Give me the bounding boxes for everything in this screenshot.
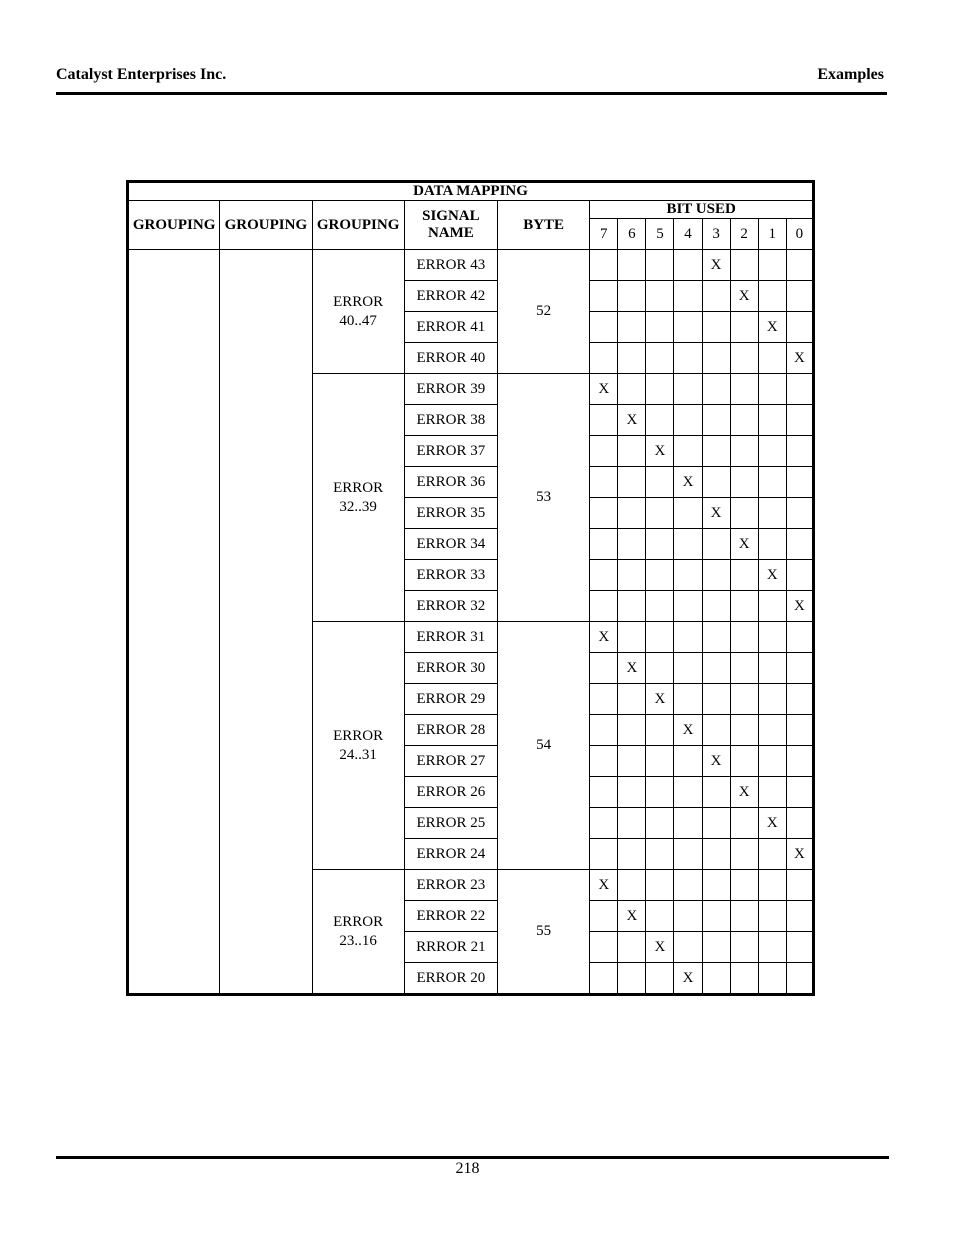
bit-cell-6: [618, 746, 646, 777]
bit-cell-3: X: [702, 498, 730, 529]
bit-cell-2: [730, 808, 758, 839]
bit-cell-4: [674, 932, 702, 963]
bit-cell-2: [730, 312, 758, 343]
bit-cell-7: [590, 653, 618, 684]
bit-cell-1: [758, 498, 786, 529]
bit-cell-4: [674, 405, 702, 436]
bit-cell-0: [786, 808, 813, 839]
bit-cell-0: [786, 963, 813, 995]
signal-name-cell: ERROR 23: [404, 870, 497, 901]
byte-cell: 52: [498, 250, 590, 374]
bit-cell-2: [730, 591, 758, 622]
signal-name-cell: ERROR 30: [404, 653, 497, 684]
bit-cell-1: [758, 839, 786, 870]
bit-cell-6: [618, 870, 646, 901]
table-title: DATA MAPPING: [128, 182, 814, 201]
header-rule: [56, 92, 887, 95]
signal-name-cell: ERROR 36: [404, 467, 497, 498]
section-title: Examples: [817, 66, 884, 83]
bit-cell-4: X: [674, 715, 702, 746]
bit-cell-7: [590, 529, 618, 560]
signal-name-cell: ERROR 33: [404, 560, 497, 591]
bit-cell-1: [758, 467, 786, 498]
signal-name-cell: ERROR 31: [404, 622, 497, 653]
signal-name-cell: ERROR 43: [404, 250, 497, 281]
bit-cell-1: [758, 715, 786, 746]
bit-cell-5: [646, 560, 674, 591]
bit-cell-5: [646, 746, 674, 777]
bit-cell-7: [590, 746, 618, 777]
bit-cell-0: [786, 932, 813, 963]
bit-cell-4: [674, 560, 702, 591]
bit-cell-2: [730, 467, 758, 498]
bit-cell-1: [758, 746, 786, 777]
bit-cell-6: [618, 250, 646, 281]
bit-cell-5: [646, 901, 674, 932]
bit-cell-4: [674, 622, 702, 653]
bit-cell-1: [758, 684, 786, 715]
bit-cell-2: [730, 343, 758, 374]
signal-name-cell: ERROR 27: [404, 746, 497, 777]
bit-cell-5: [646, 312, 674, 343]
bit-cell-6: [618, 436, 646, 467]
bit-cell-1: [758, 374, 786, 405]
bit-cell-2: [730, 870, 758, 901]
bit-cell-0: [786, 901, 813, 932]
bit-cell-7: X: [590, 870, 618, 901]
bit-cell-1: [758, 622, 786, 653]
bit-cell-3: [702, 312, 730, 343]
signal-name-cell: ERROR 26: [404, 777, 497, 808]
bit-used-header: BIT USED: [590, 201, 814, 219]
bit-cell-4: X: [674, 963, 702, 995]
bit-cell-5: [646, 343, 674, 374]
bit-cell-5: [646, 808, 674, 839]
bit-cell-5: [646, 529, 674, 560]
signal-name-cell: RRROR 21: [404, 932, 497, 963]
bit-cell-4: [674, 436, 702, 467]
bit-cell-2: X: [730, 529, 758, 560]
bit-cell-6: [618, 312, 646, 343]
bit-number-6: 6: [618, 219, 646, 250]
grouping-2-cell: [220, 250, 312, 995]
bit-cell-7: [590, 839, 618, 870]
bit-cell-7: [590, 250, 618, 281]
bit-cell-5: [646, 715, 674, 746]
bit-cell-6: [618, 498, 646, 529]
bit-cell-6: [618, 808, 646, 839]
signal-name-cell: ERROR 39: [404, 374, 497, 405]
group-label: [312, 374, 404, 622]
bit-cell-3: X: [702, 250, 730, 281]
bit-cell-4: [674, 281, 702, 312]
footer-rule: [56, 1156, 889, 1159]
group-label: [312, 622, 404, 870]
bit-cell-4: X: [674, 467, 702, 498]
bit-cell-6: [618, 343, 646, 374]
bit-cell-0: [786, 560, 813, 591]
bit-cell-4: [674, 312, 702, 343]
bit-cell-6: [618, 529, 646, 560]
bit-cell-5: [646, 653, 674, 684]
bit-cell-3: [702, 374, 730, 405]
bit-cell-3: [702, 963, 730, 995]
signal-name-cell: ERROR 32: [404, 591, 497, 622]
bit-cell-5: [646, 405, 674, 436]
signal-name-header: [404, 201, 497, 250]
bit-cell-1: [758, 932, 786, 963]
bit-cell-1: [758, 901, 786, 932]
signal-header-line2: NAME: [427, 225, 474, 241]
bit-cell-1: [758, 281, 786, 312]
bit-cell-5: X: [646, 436, 674, 467]
group-label-line2: 24..31: [339, 746, 377, 763]
signal-name-cell: ERROR 24: [404, 839, 497, 870]
bit-cell-7: X: [590, 374, 618, 405]
group-label-line1: ERROR: [333, 293, 384, 310]
bit-cell-4: [674, 343, 702, 374]
bit-cell-0: [786, 374, 813, 405]
bit-cell-0: [786, 250, 813, 281]
bit-cell-0: [786, 684, 813, 715]
bit-cell-6: [618, 839, 646, 870]
bit-cell-1: [758, 405, 786, 436]
signal-name-cell: ERROR 40: [404, 343, 497, 374]
bit-cell-3: [702, 684, 730, 715]
bit-cell-0: X: [786, 591, 813, 622]
bit-cell-3: [702, 281, 730, 312]
bit-cell-4: [674, 250, 702, 281]
bit-cell-7: [590, 312, 618, 343]
byte-cell: 55: [498, 870, 590, 995]
bit-cell-3: [702, 405, 730, 436]
bit-cell-3: [702, 591, 730, 622]
bit-cell-7: [590, 715, 618, 746]
bit-cell-4: [674, 529, 702, 560]
signal-name-cell: ERROR 41: [404, 312, 497, 343]
bit-cell-2: [730, 405, 758, 436]
bit-cell-2: [730, 498, 758, 529]
bit-cell-0: [786, 746, 813, 777]
group-label-line1: ERROR: [333, 727, 384, 744]
bit-cell-2: [730, 436, 758, 467]
bit-cell-3: [702, 653, 730, 684]
bit-cell-5: [646, 963, 674, 995]
bit-cell-4: [674, 901, 702, 932]
bit-cell-0: [786, 436, 813, 467]
bit-cell-3: [702, 560, 730, 591]
bit-cell-0: [786, 870, 813, 901]
bit-cell-7: [590, 963, 618, 995]
bit-cell-1: [758, 591, 786, 622]
bit-cell-6: [618, 777, 646, 808]
bit-cell-2: [730, 746, 758, 777]
bit-cell-2: X: [730, 777, 758, 808]
signal-name-cell: ERROR 25: [404, 808, 497, 839]
bit-cell-2: [730, 622, 758, 653]
bit-cell-7: [590, 467, 618, 498]
grouping-header-2: GROUPING: [220, 201, 312, 250]
bit-cell-5: [646, 777, 674, 808]
bit-cell-6: [618, 622, 646, 653]
bit-cell-4: [674, 746, 702, 777]
bit-cell-0: X: [786, 839, 813, 870]
signal-name-cell: ERROR 20: [404, 963, 497, 995]
bit-cell-7: [590, 436, 618, 467]
bit-cell-2: [730, 715, 758, 746]
bit-cell-6: [618, 963, 646, 995]
signal-name-cell: ERROR 28: [404, 715, 497, 746]
group-label-line1: ERROR: [333, 913, 384, 930]
bit-cell-1: X: [758, 560, 786, 591]
bit-cell-1: [758, 870, 786, 901]
bit-number-0: 0: [786, 219, 813, 250]
bit-cell-4: [674, 777, 702, 808]
bit-cell-7: [590, 560, 618, 591]
bit-cell-7: X: [590, 622, 618, 653]
bit-cell-7: [590, 405, 618, 436]
bit-cell-4: [674, 808, 702, 839]
byte-cell: 54: [498, 622, 590, 870]
bit-cell-6: [618, 281, 646, 312]
bit-cell-6: [618, 591, 646, 622]
bit-cell-4: [674, 839, 702, 870]
bit-number-2: 2: [730, 219, 758, 250]
bit-cell-0: [786, 498, 813, 529]
bit-cell-5: [646, 467, 674, 498]
bit-number-5: 5: [646, 219, 674, 250]
bit-cell-3: [702, 343, 730, 374]
bit-cell-0: [786, 777, 813, 808]
bit-cell-6: [618, 374, 646, 405]
bit-cell-2: X: [730, 281, 758, 312]
bit-cell-4: [674, 653, 702, 684]
bit-cell-3: [702, 715, 730, 746]
bit-cell-2: [730, 374, 758, 405]
bit-number-4: 4: [674, 219, 702, 250]
group-label-line2: 23..16: [339, 932, 377, 949]
bit-cell-2: [730, 932, 758, 963]
bit-cell-5: [646, 250, 674, 281]
bit-cell-3: [702, 622, 730, 653]
bit-cell-3: [702, 901, 730, 932]
table-row: [128, 250, 814, 281]
bit-cell-5: [646, 374, 674, 405]
bit-cell-7: [590, 343, 618, 374]
table-head: [128, 182, 814, 250]
bit-cell-5: X: [646, 932, 674, 963]
signal-name-cell: ERROR 34: [404, 529, 497, 560]
bit-cell-4: [674, 684, 702, 715]
signal-name-cell: ERROR 35: [404, 498, 497, 529]
bit-cell-7: [590, 684, 618, 715]
bit-cell-2: [730, 963, 758, 995]
grouping-header-1: GROUPING: [128, 201, 220, 250]
bit-cell-0: [786, 529, 813, 560]
bit-cell-7: [590, 808, 618, 839]
bit-cell-7: [590, 777, 618, 808]
bit-cell-2: [730, 560, 758, 591]
bit-cell-3: [702, 839, 730, 870]
bit-cell-6: [618, 932, 646, 963]
signal-name-cell: ERROR 29: [404, 684, 497, 715]
bit-cell-3: [702, 808, 730, 839]
bit-cell-3: [702, 870, 730, 901]
bit-cell-3: [702, 467, 730, 498]
signal-name-cell: ERROR 38: [404, 405, 497, 436]
bit-cell-6: X: [618, 901, 646, 932]
bit-number-3: 3: [702, 219, 730, 250]
bit-cell-6: [618, 715, 646, 746]
bit-cell-3: [702, 777, 730, 808]
bit-cell-5: [646, 622, 674, 653]
bit-cell-5: [646, 591, 674, 622]
data-mapping-table: [126, 180, 815, 996]
bit-cell-0: [786, 653, 813, 684]
bit-cell-5: [646, 281, 674, 312]
signal-header-line1: SIGNAL: [422, 208, 480, 224]
bit-cell-2: [730, 684, 758, 715]
company-name: Catalyst Enterprises Inc.: [56, 66, 227, 83]
bit-cell-1: [758, 963, 786, 995]
bit-cell-3: [702, 932, 730, 963]
byte-header: BYTE: [498, 201, 590, 250]
bit-cell-3: [702, 529, 730, 560]
bit-cell-5: [646, 870, 674, 901]
bit-cell-1: [758, 250, 786, 281]
bit-cell-2: [730, 901, 758, 932]
bit-cell-5: [646, 498, 674, 529]
bit-cell-6: [618, 684, 646, 715]
bit-cell-7: [590, 591, 618, 622]
bit-cell-7: [590, 498, 618, 529]
bit-cell-3: X: [702, 746, 730, 777]
signal-name-cell: ERROR 37: [404, 436, 497, 467]
signal-name-cell: ERROR 22: [404, 901, 497, 932]
signal-name-cell: ERROR 42: [404, 281, 497, 312]
bit-number-1: 1: [758, 219, 786, 250]
bit-cell-7: [590, 281, 618, 312]
bit-number-7: 7: [590, 219, 618, 250]
bit-cell-0: [786, 622, 813, 653]
bit-cell-4: [674, 591, 702, 622]
bit-cell-4: [674, 498, 702, 529]
bit-cell-5: X: [646, 684, 674, 715]
byte-cell: 53: [498, 374, 590, 622]
bit-cell-6: X: [618, 405, 646, 436]
bit-cell-0: [786, 405, 813, 436]
bit-cell-0: [786, 312, 813, 343]
bit-cell-1: X: [758, 312, 786, 343]
page-number: 218: [455, 1160, 480, 1177]
group-label-line2: 32..39: [339, 498, 377, 515]
bit-cell-1: [758, 436, 786, 467]
bit-cell-6: X: [618, 653, 646, 684]
bit-cell-1: X: [758, 808, 786, 839]
group-label: [312, 250, 404, 374]
bit-cell-7: [590, 932, 618, 963]
bit-cell-0: X: [786, 343, 813, 374]
group-label-line2: 40..47: [339, 312, 377, 329]
bit-cell-0: [786, 467, 813, 498]
bit-cell-1: [758, 653, 786, 684]
bit-cell-4: [674, 374, 702, 405]
bit-cell-6: [618, 560, 646, 591]
grouping-header-3: GROUPING: [312, 201, 404, 250]
bit-cell-0: [786, 715, 813, 746]
group-label-line1: ERROR: [333, 479, 384, 496]
bit-cell-2: [730, 839, 758, 870]
bit-cell-6: [618, 467, 646, 498]
table-body: [128, 250, 814, 995]
bit-cell-2: [730, 653, 758, 684]
bit-cell-2: [730, 250, 758, 281]
bit-cell-1: [758, 529, 786, 560]
bit-cell-5: [646, 839, 674, 870]
bit-cell-7: [590, 901, 618, 932]
bit-cell-4: [674, 870, 702, 901]
bit-cell-1: [758, 777, 786, 808]
bit-cell-1: [758, 343, 786, 374]
bit-cell-0: [786, 281, 813, 312]
bit-cell-3: [702, 436, 730, 467]
group-label: [312, 870, 404, 995]
grouping-1-cell: [128, 250, 220, 995]
